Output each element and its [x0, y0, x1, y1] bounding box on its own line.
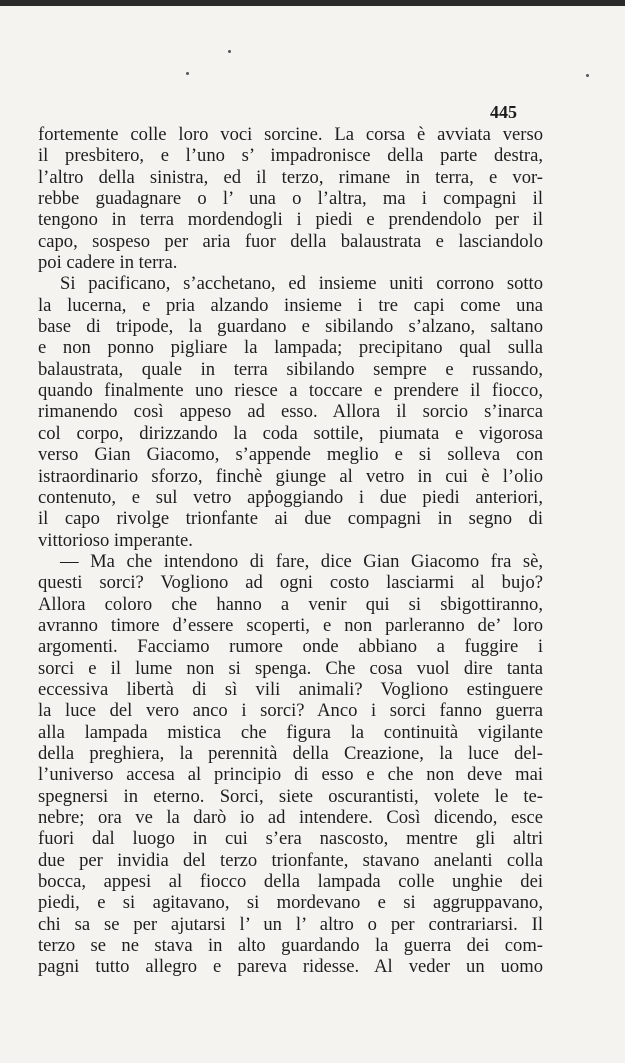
text-line: e non ponno pigliare la lampada; precipitano qual sulla	[38, 337, 543, 359]
text-line: balaustrata, quale in terra sibilando sempre e russando,	[38, 358, 543, 380]
text-line: verso Gian Giacomo, s’appende meglio e si solleva con	[38, 444, 543, 466]
body-text	[38, 124, 543, 978]
text-line: sorci e il lume non si spenga. Che cosa vuol dire tanta	[38, 657, 543, 679]
text-line: questi sorci? Vogliono ad ogni costo lasciarmi al bujo?	[38, 572, 543, 594]
page-number: 445	[490, 102, 517, 122]
text-line: quando finalmente uno riesce a toccare e prendere il fiocco,	[38, 380, 543, 402]
text-line: fortemente colle loro voci sorcine. La corsa è avviata verso	[38, 124, 543, 145]
text-line: fuori dal luogo in cui s’era nascosto, mentre gli altri	[38, 828, 543, 850]
text-line: poi cadere in terra.	[38, 252, 178, 274]
text-line: piedi, e si agitavano, si mordevano e si aggruppavano,	[38, 892, 543, 914]
text-line: l’altro della sinistra, ed il terzo, rimane in terra, e vor-	[38, 166, 543, 188]
paper-speck	[186, 72, 189, 75]
text-line: Si pacificano, s’acchetano, ed insieme uniti corrono sotto	[60, 273, 543, 295]
text-line: rebbe guadagnare o l’ una o l’altra, ma i compagni il	[38, 188, 543, 210]
text-line: la lucerna, e pria alzando insieme i tre capi come una	[38, 294, 543, 316]
text-line: il presbitero, e l’uno s’ impadronisce della parte destra,	[38, 145, 543, 167]
paper-speck	[586, 74, 589, 77]
text-line: la luce del vero anco i sorci? Anco i sorci fanno guerra	[38, 700, 543, 722]
text-line: bocca, appesi al fiocco della lampada colle unghie dei	[38, 871, 543, 893]
text-line: istraordinario sforzo, finchè giunge al vetro in cui è l’olio	[38, 465, 543, 487]
text-line: avranno timore d’essere scoperti, e non parleranno de’ loro	[38, 614, 543, 636]
text-line: della preghiera, la perennità della Creazione, la luce del-	[38, 742, 543, 764]
text-line: spegnersi in eterno. Sorci, siete oscurantisti, volete le te-	[38, 785, 543, 807]
text-line: eccessiva libertà di sì vili animali? Vogliono estinguere	[38, 678, 543, 700]
text-line: alla lampada mistica che figura la continuità vigilante	[38, 721, 543, 743]
text-line: chi sa se per ajutarsi l’ un l’ altro o per contrariarsi. Il	[38, 913, 543, 935]
text-line: terzo se ne stava in alto guardando la guerra dei com-	[38, 935, 543, 957]
text-line: contenuto, e sul vetro appoggiando i due piedi anteriori,	[38, 486, 543, 508]
text-line: l’universo accesa al principio di esso e che non deve mai	[38, 764, 543, 786]
text-line: Allora coloro che hanno a venir qui si sbigottiranno,	[38, 593, 543, 615]
text-line: pagni tutto allegro e pareva ridesse. Al veder un uomo	[38, 956, 543, 978]
text-line: vittorioso imperante.	[38, 529, 193, 551]
page-top-edge	[0, 0, 625, 6]
text-line: rimanendo così appeso ad esso. Allora il sorcio s’inarca	[38, 401, 543, 423]
text-line: argomenti. Facciamo rumore onde abbiano a fuggire i	[38, 636, 543, 658]
text-line: capo, sospeso per aria fuor della balaustrata e lasciandolo	[38, 230, 543, 252]
text-line: base di tripode, la guardano e sibilando s’alzano, saltano	[38, 316, 543, 338]
text-line: due per invidia del terzo trionfante, stavano anelanti colla	[38, 849, 543, 871]
text-line: tengono in terra mordendogli i piedi e prendendolo per il	[38, 209, 543, 231]
text-line: nebre; ora ve la darò io ad intendere. Così dicendo, esce	[38, 807, 543, 828]
text-line: col corpo, dirizzando la coda sottile, piumata e vigorosa	[38, 422, 543, 444]
paper-speck	[228, 50, 231, 53]
text-line: — Ma che intendono di fare, dice Gian Giacomo fra sè,	[60, 550, 543, 572]
text-line: il capo rivolge trionfante ai due compagni in segno di	[38, 508, 543, 530]
